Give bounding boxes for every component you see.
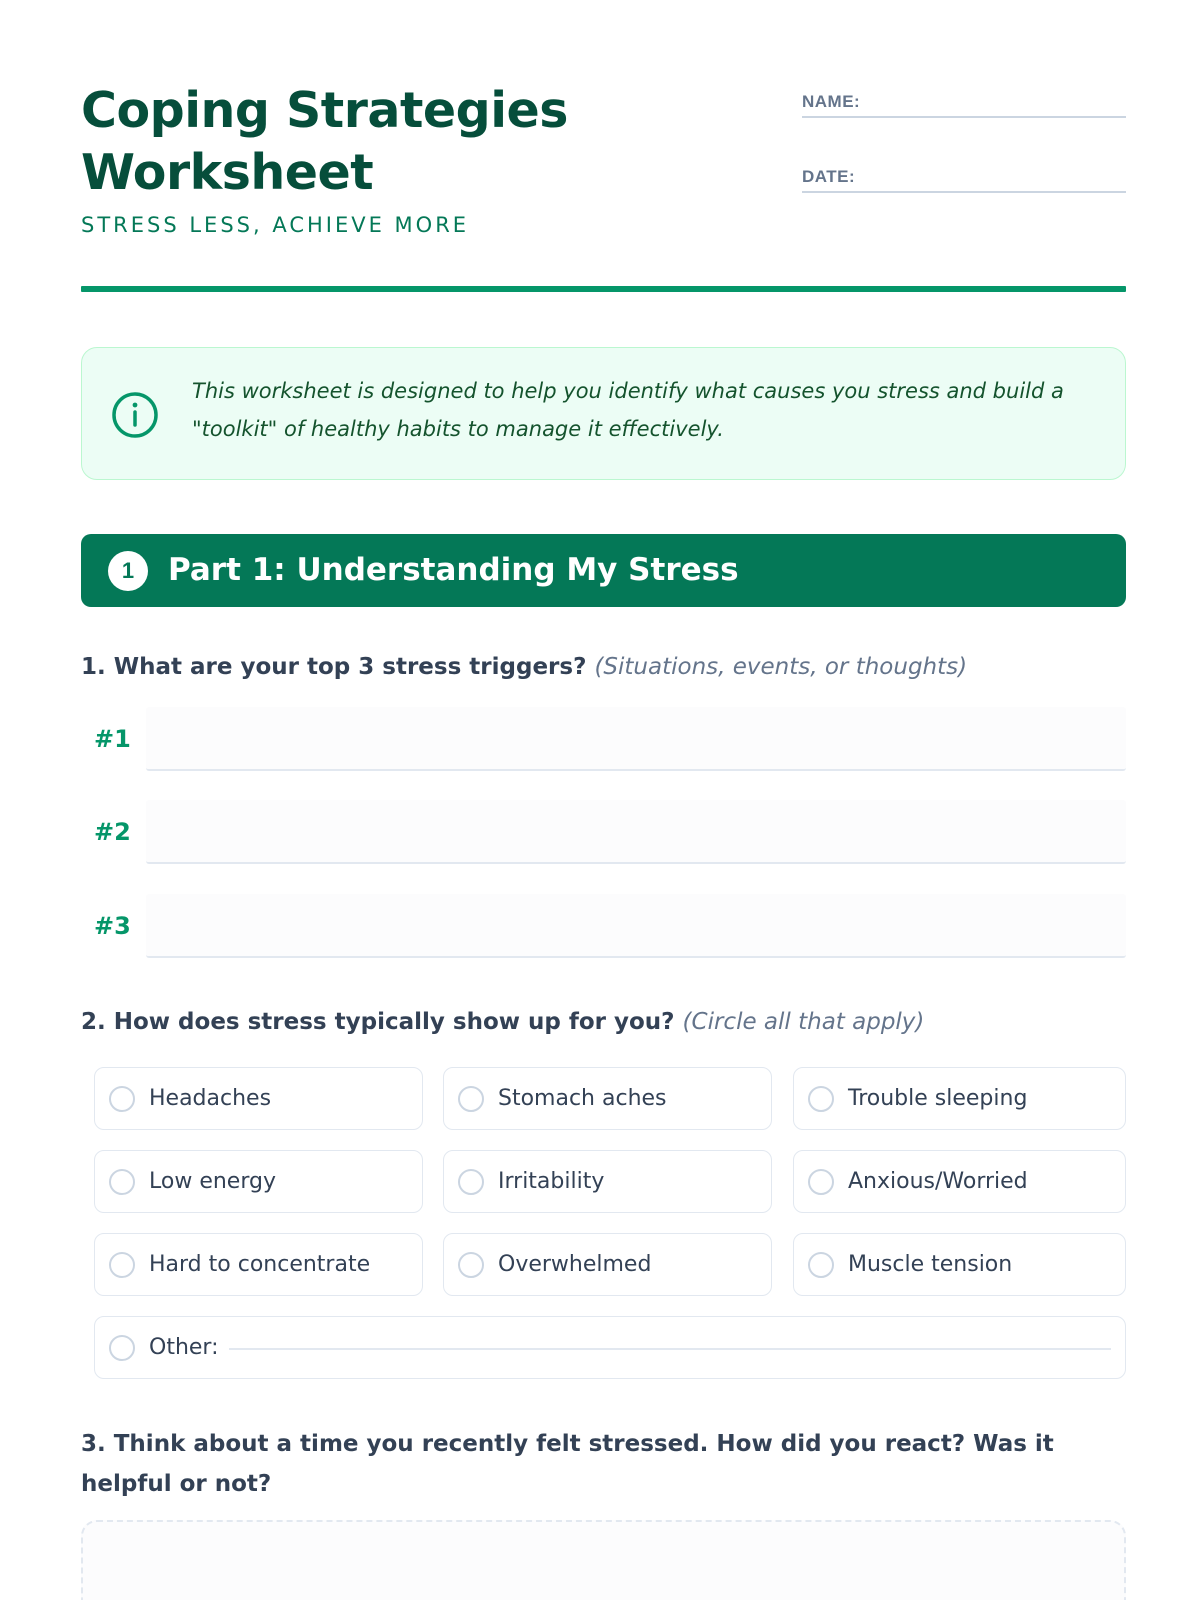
option-overwhelmed[interactable] xyxy=(443,1233,772,1296)
trigger-label-3: #3 xyxy=(94,912,131,940)
option-label: Anxious/Worried xyxy=(848,1169,1028,1194)
option-other-label: Other: xyxy=(149,1335,219,1360)
trigger-label-1: #1 xyxy=(94,725,131,753)
radio-circle[interactable] xyxy=(109,1252,135,1278)
option-label: Irritability xyxy=(498,1169,605,1194)
intro-text: This worksheet is designed to help you identify what causes you stress and build a "toolkit" of healthy habits to manage it effectively. xyxy=(192,379,1064,441)
radio-circle[interactable] xyxy=(458,1252,484,1278)
other-write-in-line[interactable] xyxy=(229,1348,1111,1350)
header-divider xyxy=(81,286,1126,292)
option-headaches[interactable] xyxy=(94,1067,423,1130)
option-hard-to-concentrate[interactable] xyxy=(94,1233,423,1296)
radio-circle[interactable] xyxy=(808,1086,834,1112)
option-anxious-worried[interactable] xyxy=(793,1150,1126,1213)
question-1 xyxy=(81,647,967,687)
question-2 xyxy=(81,1002,924,1042)
trigger-input-1[interactable] xyxy=(146,707,1126,771)
info-icon xyxy=(110,390,160,440)
radio-circle[interactable] xyxy=(458,1086,484,1112)
question-2-text: 2. How does stress typically show up for you? xyxy=(81,1009,675,1035)
option-muscle-tension[interactable] xyxy=(793,1233,1126,1296)
question-3: 3. Think about a time you recently felt stressed. How did you react? Was it helpful or not? xyxy=(81,1431,1054,1497)
option-label: Muscle tension xyxy=(848,1252,1013,1277)
part1-number-badge: 1 xyxy=(108,551,148,591)
name-label: NAME: xyxy=(802,92,861,111)
trigger-input-2[interactable] xyxy=(146,800,1126,864)
option-label: Low energy xyxy=(149,1169,276,1194)
option-low-energy[interactable] xyxy=(94,1150,423,1213)
option-irritability[interactable] xyxy=(443,1150,772,1213)
page-subtitle: STRESS LESS, ACHIEVE MORE xyxy=(81,213,470,237)
page-title: Coping Strategies Worksheet xyxy=(81,82,568,201)
option-stomach-aches[interactable] xyxy=(443,1067,772,1130)
radio-circle[interactable] xyxy=(109,1086,135,1112)
radio-circle[interactable] xyxy=(808,1169,834,1195)
option-label: Hard to concentrate xyxy=(149,1252,371,1277)
intro-callout xyxy=(81,347,1126,480)
name-field[interactable] xyxy=(802,88,1126,118)
option-label: Overwhelmed xyxy=(498,1252,652,1277)
option-other[interactable] xyxy=(94,1316,1126,1379)
option-label: Trouble sleeping xyxy=(848,1086,1028,1111)
trigger-input-3[interactable] xyxy=(146,894,1126,958)
part1-header xyxy=(81,534,1126,607)
option-trouble-sleeping[interactable] xyxy=(793,1067,1126,1130)
radio-circle[interactable] xyxy=(808,1252,834,1278)
question-2-hint: (Circle all that apply) xyxy=(682,1009,925,1035)
question-1-hint: (Situations, events, or thoughts) xyxy=(594,654,968,680)
radio-circle[interactable] xyxy=(109,1169,135,1195)
part1-title: Part 1: Understanding My Stress xyxy=(168,552,739,588)
date-field[interactable] xyxy=(802,163,1126,193)
question-1-text: 1. What are your top 3 stress triggers? xyxy=(81,654,587,680)
question-3-answer-box[interactable] xyxy=(81,1520,1126,1600)
date-label: DATE: xyxy=(802,167,856,186)
radio-circle[interactable] xyxy=(458,1169,484,1195)
option-label: Headaches xyxy=(149,1086,272,1111)
option-label: Stomach aches xyxy=(498,1086,667,1111)
radio-circle[interactable] xyxy=(109,1335,135,1361)
trigger-label-2: #2 xyxy=(94,818,131,846)
